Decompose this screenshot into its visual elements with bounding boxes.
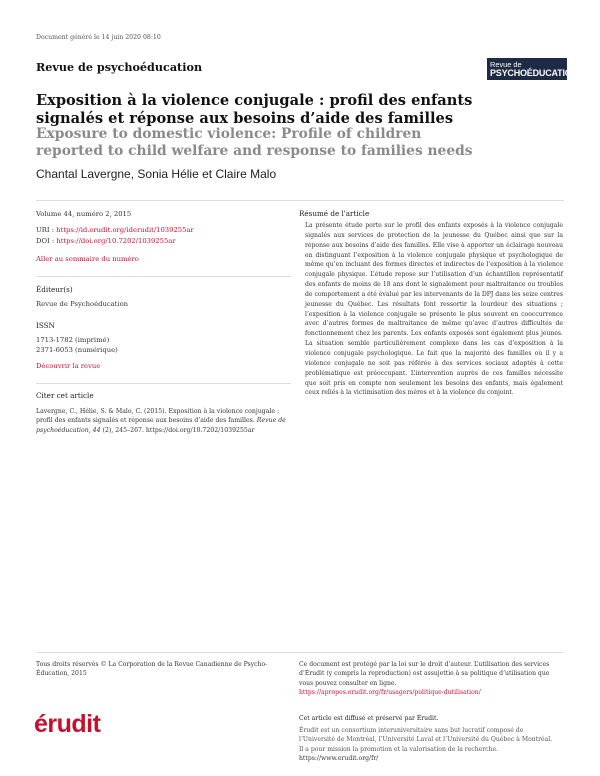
erudit-logo-text: érudit — [34, 710, 101, 738]
summary-link[interactable]: Aller au sommaire du numéro — [36, 255, 139, 263]
volume-info: Volume 44, numéro 2, 2015 — [36, 210, 132, 218]
divider — [36, 276, 291, 277]
issn-label: ISSN — [36, 321, 55, 330]
abstract-text: La présente étude porte sur le profil des enfants exposés à la violence conjugale signalés aux services de protection de la jeunesse du Québec ainsi que sur la réponse aux besoins d’aide des familles. Elle vise à apporter un éclairage nouveau en distinguant l’exposition à la violence conjugale physique et psychologique de même qu’en incluant des formes directes et indirectes de l’exposition à la violence conjugale physique. L’étude repose sur l’utilisation d’un échantillon représentatif des enfants de moins de 18 ans dont le signalement pour maltraitance ou troubles de comportement a été évalué par les intervenants de la DPJ dans les seize centres jeunesse du Québec. Les résultats font ressortir la lourdeur des situations ; l’exposition à la violence conjugale se présente le plus souvent en cooccurrence avec d’autres formes de maltraitance de même qu’avec d’autres difficultés de fonctionnement chez les parents. Les enfants exposés sont également plus jeunes. La situation semble particulièrement complexe dans les cas d’exposition à la violence conjugale psychologique. Le fait que la majorité des familles où il y a violence conjugale ne soit pas référée à des services sociaux adaptés à cette problématique est préoccupant. L’intervention auprès de ces familles nécessite que soit pris en compte non seulement les besoins des enfants, mais également ceux reliés à la victimisation des mères et à la violence du conjoint. — [305, 222, 563, 397]
rights-text: Ce document est protégé par la loi sur le droit d’auteur. L’utilisation des services d’Érudit (y compris la reproduction) est assujettie à sa politique d’utilisation que vous pouvez consulter en ligne. — [299, 661, 550, 687]
citation-main: Lavergne, C., Hélie, S. & Malo, C. (2015). Exposition à la violence conjugale : profil des enfants signalés et réponse aux besoins d’aide des familles. — [36, 408, 280, 425]
citation-journal: Revue de psychoéducation, 44 — [36, 417, 286, 434]
abstract-label: Résumé de l'article — [299, 209, 370, 218]
discover-link[interactable]: Découvrir la revue — [36, 362, 101, 370]
citation-rest: (2), 245–267. https://doi.org/10.7202/1039255ar — [100, 426, 255, 434]
rights-link[interactable]: https://apropos.erudit.org/fr/usagers/politique-dutilisation/ — [299, 689, 481, 697]
erudit-title: Cet article est diffusé et préservé par Érudit. — [299, 715, 439, 722]
article-title: Exposition à la violence conjugale : profil des enfants signalés et réponse aux besoins d’aide des familles — [36, 92, 473, 127]
rights-left: Tous droits réservés © La Corporation de la Revue Canadienne de Psycho-Éducation, 2015 — [36, 661, 268, 678]
rights-right — [299, 660, 563, 698]
erudit-link[interactable]: https://www.erudit.org/fr/ — [299, 755, 379, 762]
erudit-text: Érudit est un consortium interuniversitaire sans but lucratif composé de l’Université de Montréal, l’Université Laval et l’Université du Québec à Montréal. Il a pour mission la promotion et la valorisation de la recherche. — [299, 727, 553, 753]
logo-line1: Revue de — [490, 60, 522, 69]
uri-line — [36, 226, 194, 236]
issn-print: 1713-1782 (imprimé) — [36, 336, 110, 344]
divider — [36, 200, 564, 201]
journal-logo[interactable] — [487, 58, 578, 80]
publisher-name: Revue de Psychoéducation — [36, 300, 129, 308]
doi-link[interactable]: https://doi.org/10.7202/1039255ar — [56, 237, 176, 245]
issn-digital: 2371-6053 (numérique) — [36, 346, 118, 354]
uri-label: URI : — [36, 226, 57, 234]
authors: Chantal Lavergne, Sonia Hélie et Claire Malo — [36, 167, 277, 181]
logo-line2: PSYCHOÉDUCATION — [490, 68, 578, 78]
uri-link[interactable]: https://id.erudit.org/iderudit/1039255ar — [56, 226, 194, 234]
doi-line — [36, 237, 176, 247]
publisher-label: Éditeur(s) — [36, 285, 73, 294]
journal-name: Revue de psychoéducation — [36, 60, 203, 74]
divider — [36, 383, 291, 384]
cite-label: Citer cet article — [36, 391, 94, 400]
doi-label: DOI : — [36, 237, 57, 245]
citation — [36, 407, 294, 435]
divider — [36, 652, 564, 653]
erudit-logo[interactable] — [34, 710, 100, 739]
generated-date: Document généré le 14 juin 2020 08:10 — [36, 34, 161, 41]
article-subtitle: Exposure to domestic violence: Profile of children reported to child welfare and response to families needs — [36, 126, 473, 159]
